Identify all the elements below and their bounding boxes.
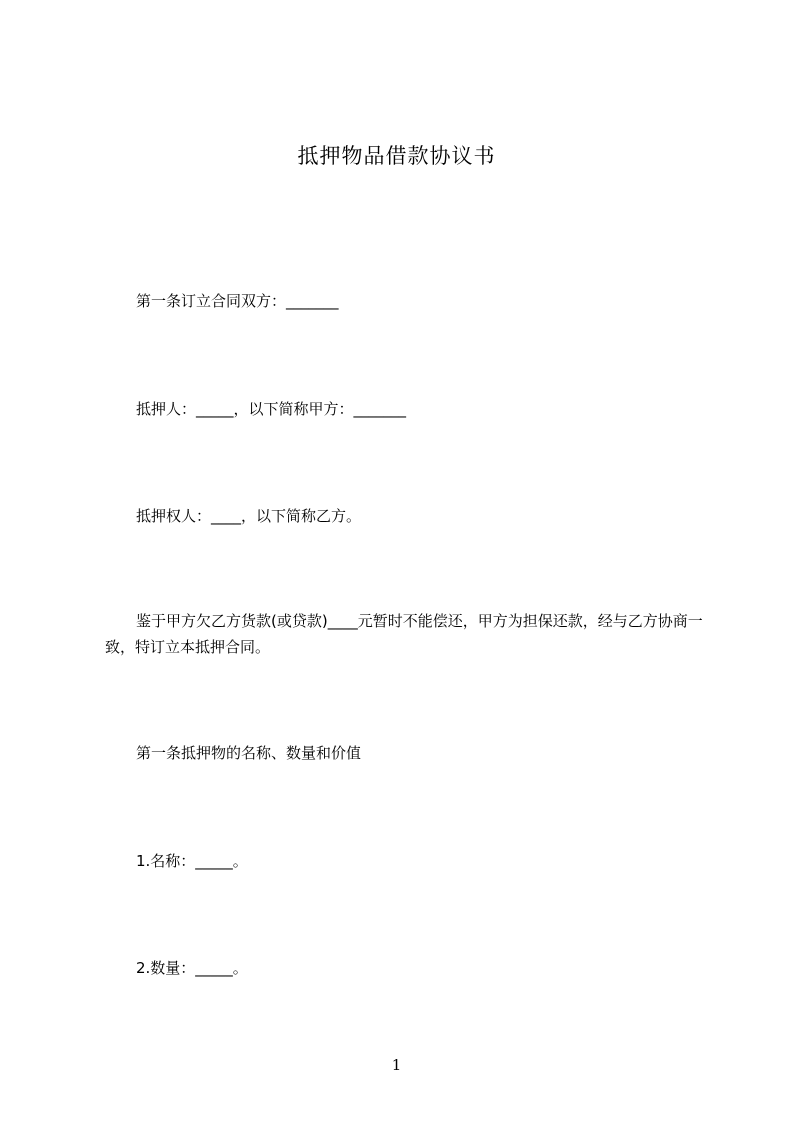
paragraph-mortgagor: 抵押人：_____，以下简称甲方：_______ <box>136 400 407 418</box>
document-title: 抵押物品借款协议书 <box>297 144 496 168</box>
page-number: 1 <box>391 1056 402 1074</box>
paragraph-item-quantity: 2.数量：_____。 <box>136 959 248 977</box>
paragraph-parties: 第一条订立合同双方：_______ <box>136 292 339 310</box>
paragraph-preamble: 鉴于甲方欠乙方货款(或贷款)____元暂时不能偿还，甲方为担保还款，经与乙方协商一致，特订立本抵押合同。 <box>105 612 703 656</box>
paragraph-article-one: 第一条抵押物的名称、数量和价值 <box>136 744 362 762</box>
paragraph-mortgagee: 抵押权人：____，以下简称乙方。 <box>136 507 362 525</box>
paragraph-item-name: 1.名称：_____。 <box>136 852 248 870</box>
